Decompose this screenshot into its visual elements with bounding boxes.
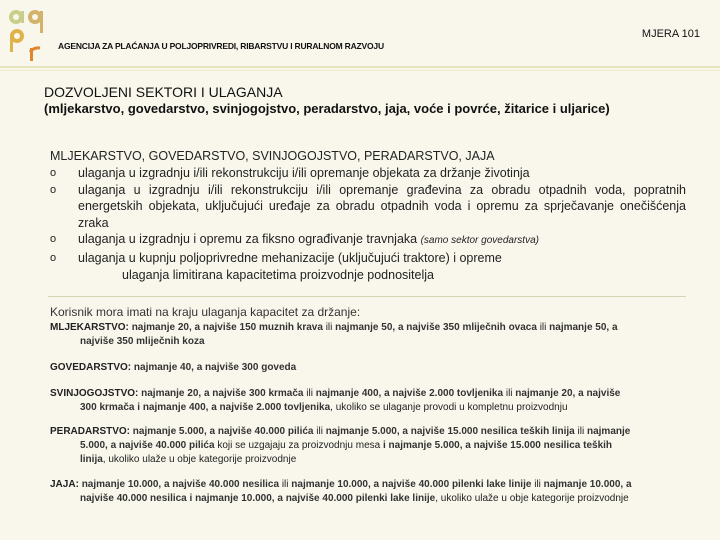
header-divider-thin bbox=[0, 70, 720, 71]
bullet-icon: o bbox=[50, 251, 57, 264]
capacity-value: najmanje 20, a najviše 300 krmača bbox=[141, 388, 304, 399]
capacity-value: najmanje 40, a najviše 300 goveda bbox=[133, 362, 297, 373]
bullet-icon: o bbox=[50, 233, 57, 245]
capacity-value: najmanje 20, a najviše bbox=[515, 388, 621, 399]
bullet-icon: o bbox=[50, 183, 57, 196]
apprrr-logo bbox=[6, 8, 46, 62]
sector-label: PERADARSTVO: bbox=[50, 426, 131, 437]
capacity-value: najmanje bbox=[586, 426, 631, 437]
capacity-value: i najmanje 5.000, a najviše 15.000 nesilica teških bbox=[382, 440, 613, 451]
list-item-text bbox=[78, 231, 686, 250]
connector-text: ili bbox=[316, 426, 323, 437]
capacity-value: najmanje 5.000, a najviše 40.000 pilića bbox=[132, 426, 314, 437]
condition-text: koji se uzgajaju za proizvodnju mesa bbox=[217, 440, 381, 451]
list-item-note: (samo sektor govedarstva) bbox=[420, 235, 539, 246]
capacity-value: najviše 40.000 nesilica i najmanje 10.000, a najviše 40.000 pilenki lake linije bbox=[80, 493, 436, 504]
capacity-value: najmanje 5.000, a najviše 15.000 nesilica teških linija bbox=[325, 426, 575, 437]
capacity-value: 5.000, a najviše 40.000 pilića bbox=[80, 440, 215, 451]
list-item-text: ulaganja u kupnju poljoprivredne mehanizacije (uključujući traktore) i opreme bbox=[78, 250, 502, 265]
connector-text: ili bbox=[577, 426, 585, 437]
connector-text: ili bbox=[306, 388, 313, 399]
connector-text: ili bbox=[505, 388, 513, 399]
section-heading: MLJEKARSTVO, GOVEDARSTVO, SVINJOGOJSTVO, PERADARSTVO, JAJA bbox=[50, 149, 495, 163]
list-item bbox=[50, 182, 686, 232]
capacity-value: najmanje 400, a najviše 2.000 tovljenika bbox=[315, 388, 504, 399]
condition-text: , ukoliko ulaže u obje kategorije proizvodnje bbox=[102, 454, 297, 465]
capacity-svinjogojstvo bbox=[50, 387, 690, 415]
capacity-value: najmanje 10.000, a najviše 40.000 nesilica bbox=[81, 479, 280, 490]
list-item bbox=[50, 250, 686, 267]
agency-name: AGENCIJA ZA PLAĆANJA U POLJOPRIVREDI, RIBARSTVU I RURALNOM RAZVOJU bbox=[58, 41, 384, 51]
sector-label: SVINJOGOJSTVO: bbox=[50, 388, 139, 399]
connector-text: ili bbox=[534, 479, 541, 490]
connector-text: ili bbox=[539, 322, 547, 333]
connector-text: ili bbox=[281, 479, 289, 490]
condition-text: , ukoliko ulaže u obje kategorije proizvodnje bbox=[435, 493, 629, 504]
page-subtitle: (mljekarstvo, govedarstvo, svinjogojstvo, peradarstvo, jaja, voće i povrće, žitarice i uljarice) bbox=[44, 101, 610, 116]
capacity-mljekarstvo bbox=[50, 321, 690, 349]
measure-label: MJERA 101 bbox=[641, 28, 700, 40]
page-title: DOZVOLJENI SEKTORI I ULAGANJA bbox=[44, 84, 283, 100]
capacity-jaja bbox=[50, 478, 690, 506]
capacity-value: najmanje 50, a najviše 350 mliječnih ovaca bbox=[335, 322, 537, 333]
investment-limit-note: ulaganja limitirana kapacitetima proizvodnje podnositelja bbox=[122, 268, 434, 282]
capacity-value: najmanje 10.000, a bbox=[543, 479, 632, 490]
capacity-peradarstvo bbox=[50, 425, 690, 467]
bullet-icon: o bbox=[50, 167, 57, 179]
sector-label: GOVEDARSTVO: bbox=[50, 362, 132, 373]
sector-label: JAJA: bbox=[50, 479, 79, 490]
capacity-value: najmanje 20, a najviše 150 muznih krava bbox=[131, 322, 323, 333]
capacity-value: najmanje 50, a bbox=[549, 322, 618, 333]
list-item bbox=[50, 231, 686, 250]
header-divider bbox=[0, 66, 720, 68]
capacity-value: najmanje 10.000, a najviše 40.000 pilenki lake linije bbox=[291, 479, 532, 490]
list-item-text: ulaganja u izgradnju i/ili rekonstrukciju i/ili opremanje objekata za držanje životinja bbox=[78, 166, 530, 180]
capacity-value: linija bbox=[80, 454, 103, 465]
sector-label: MLJEKARSTVO: bbox=[50, 322, 129, 333]
condition-text: , ukoliko se ulaganje provodi u kompletnu proizvodnju bbox=[330, 402, 568, 413]
capacity-intro: Korisnik mora imati na kraju ulaganja kapacitet za držanje: bbox=[50, 305, 361, 319]
capacity-value: najviše 350 mliječnih koza bbox=[80, 336, 205, 347]
capacity-govedarstvo bbox=[50, 361, 690, 375]
investments-section bbox=[50, 149, 686, 282]
capacity-value: 300 krmača i najmanje 400, a najviše 2.000 tovljenika bbox=[80, 402, 331, 413]
list-item bbox=[50, 165, 686, 182]
list-item-text: ulaganja u izgradnju i/ili rekonstrukciju i/ili opremanje građevina za obradu otpadnih voda, popratnih energetskih objekata, uključujući uređaje za obradu otpadnih voda i opremu za sprječavanje onečišćenja zraka bbox=[78, 182, 686, 230]
section-divider bbox=[48, 296, 686, 297]
connector-text: ili bbox=[325, 322, 333, 333]
list-item-main: ulaganja u izgradnju i opremu za fiksno ograđivanje travnjaka bbox=[78, 232, 418, 246]
